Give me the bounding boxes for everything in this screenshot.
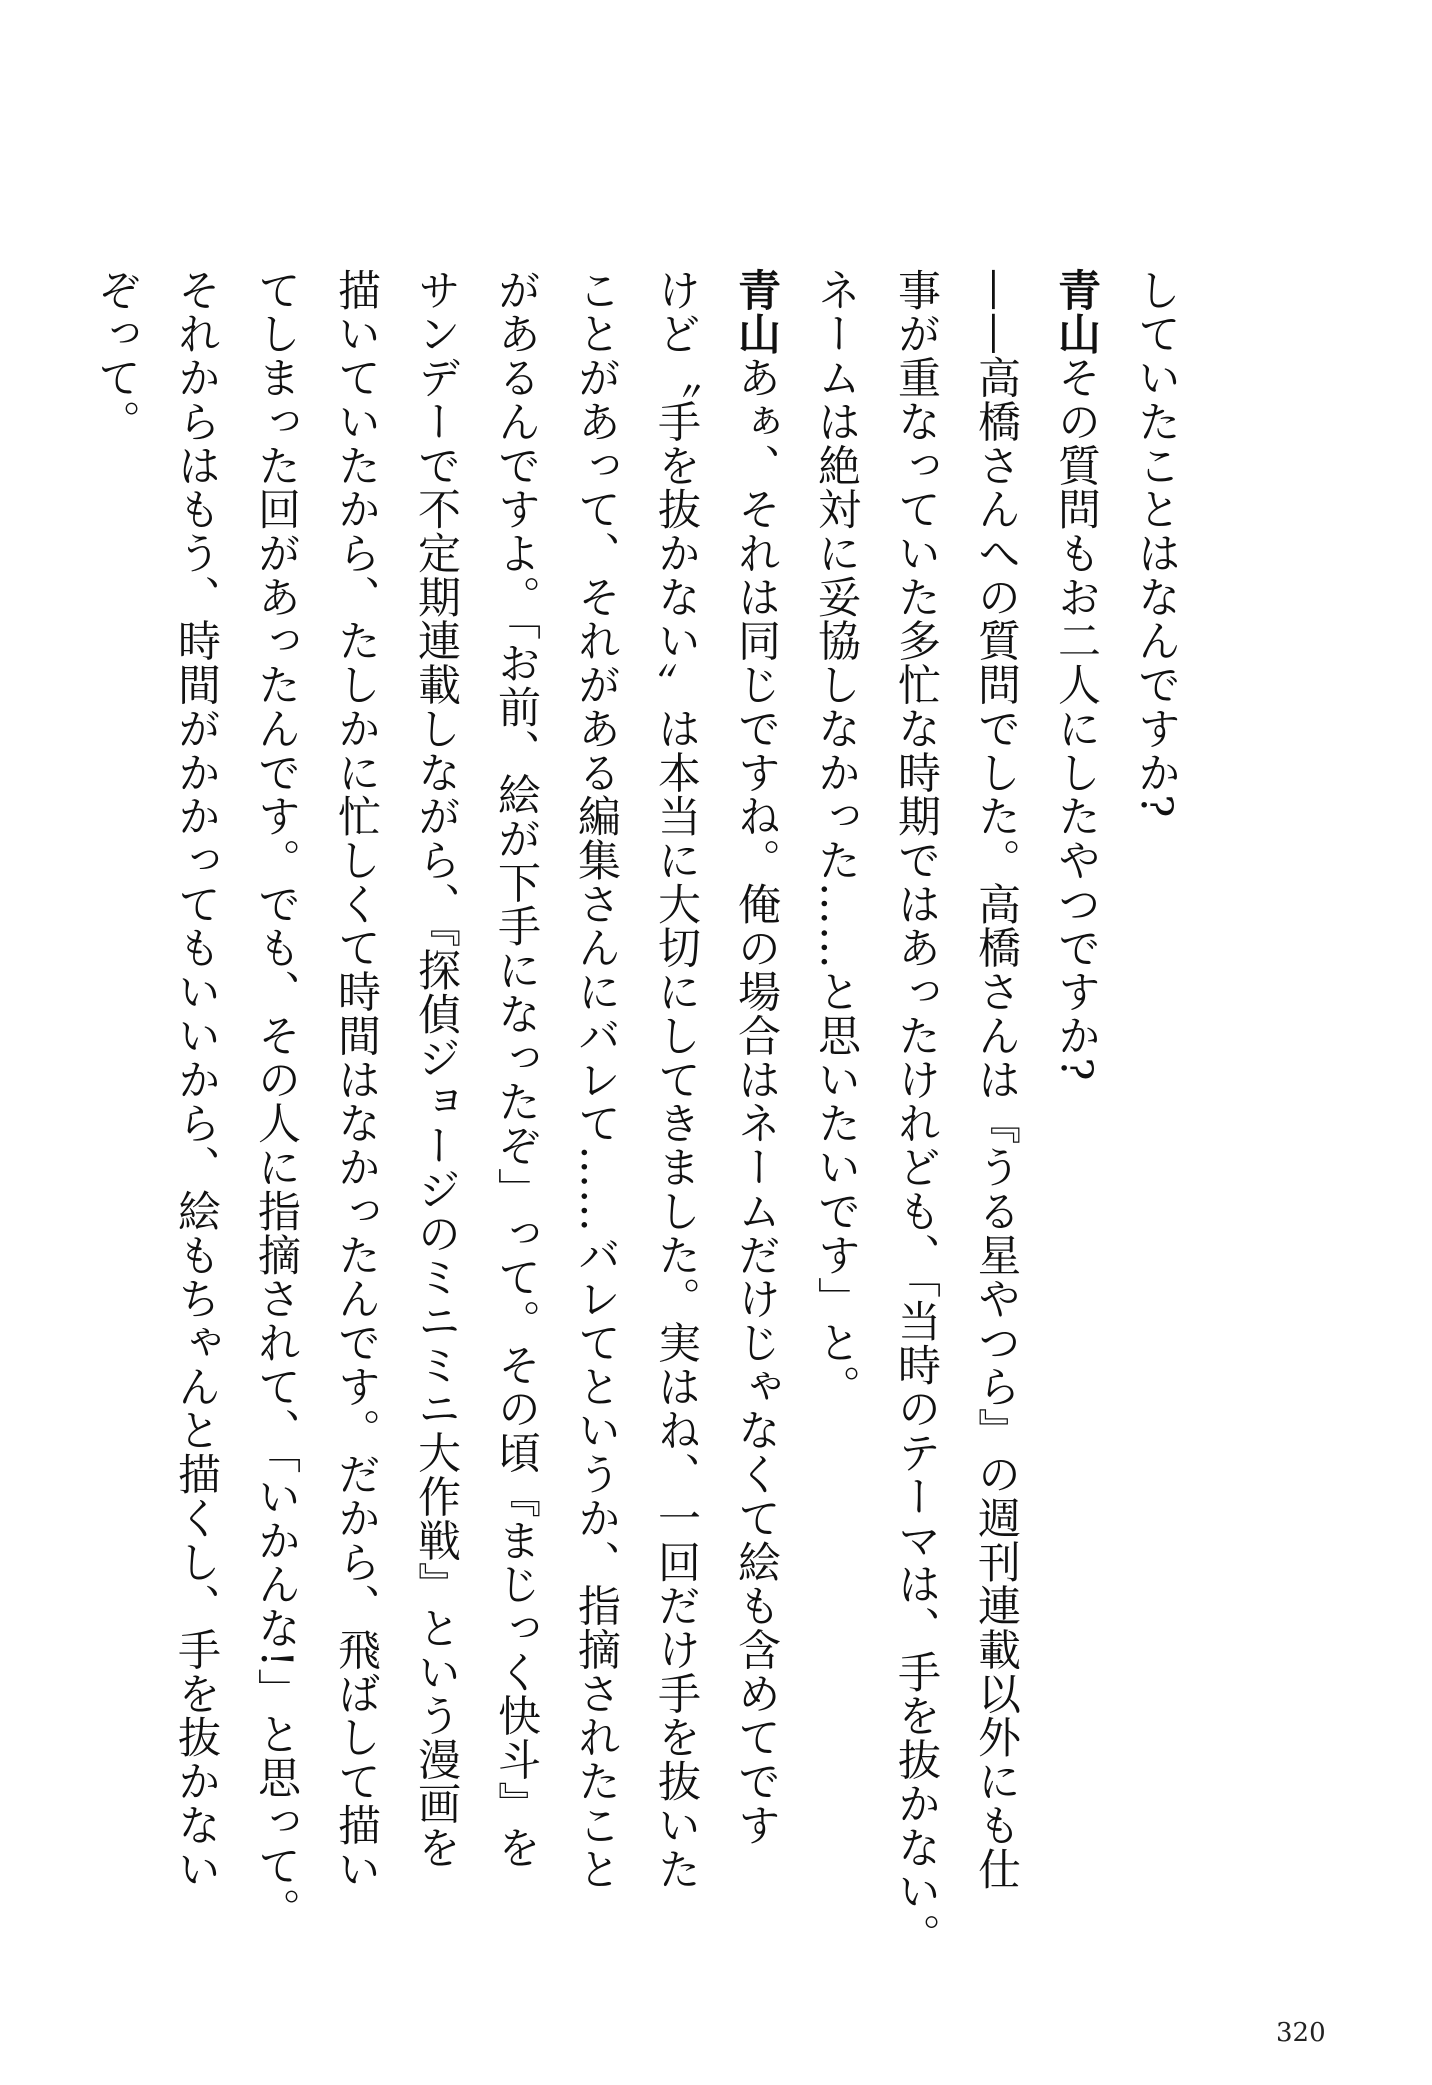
line-text: ことがあって、それがある編集さんにバレて……バレてというか、指摘されたこと [571, 268, 621, 1891]
line-text: 描いていたから、たしかに忙しくて時間はなかったんです。だから、飛ばして描い [331, 268, 381, 1891]
page-number: 320 [1276, 2018, 1326, 2048]
text-column [556, 268, 636, 1891]
line-text: していたことはなんですか? [1131, 268, 1181, 819]
body-text [76, 268, 1196, 1958]
text-column [316, 268, 396, 1891]
text-column [396, 268, 476, 1870]
text-column [476, 268, 556, 1870]
text-column [156, 268, 236, 1891]
line-text: けど〝手を抜かない〟は本当に大切にしてきました。実はね、一回だけ手を抜いた [651, 268, 701, 1891]
line-text: ネームは絶対に妥協しなかった……と思いたいです」と。 [811, 268, 861, 1409]
line-text: サンデーで不定期連載しながら、『探偵ジョージのミニミニ大作戦』という漫画を [411, 268, 461, 1870]
text-column [796, 268, 876, 1738]
text-column [716, 268, 796, 1847]
text-column [1036, 268, 1116, 1738]
text-column [236, 268, 316, 1932]
line-text: あぁ、それは同じですね。俺の場合はネームだけじゃなくて絵も含めてです [731, 355, 781, 1847]
text-column [956, 268, 1036, 1891]
text-column [1116, 268, 1196, 1738]
line-text: 事が重なっていた多忙な時期ではあったけれども、「当時のテーマは、手を抜かない。 [891, 268, 941, 1958]
line-text: それからはもう、時間がかかってもいいから、絵もちゃんと描くし、手を抜かない [171, 268, 221, 1891]
text-column [636, 268, 716, 1891]
line-text: その質問もお二人にしたやつですか? [1051, 355, 1101, 1082]
text-column [76, 268, 156, 1738]
speaker-label: 青山 [1051, 268, 1101, 356]
speaker-label: 青山 [731, 268, 781, 356]
line-text: てしまった回があったんです。でも、その人に指摘されて、「いかんな!」と思って。 [251, 268, 301, 1932]
line-text: があるんですよ。「お前、絵が下手になったぞ」って。その頃『まじっく快斗』を [491, 268, 541, 1870]
text-column [876, 268, 956, 1958]
line-text: ——高橋さんへの質問でした。高橋さんは『うる星やつら』の週刊連載以外にも仕 [971, 268, 1021, 1891]
line-text: ぞって。 [91, 268, 141, 444]
